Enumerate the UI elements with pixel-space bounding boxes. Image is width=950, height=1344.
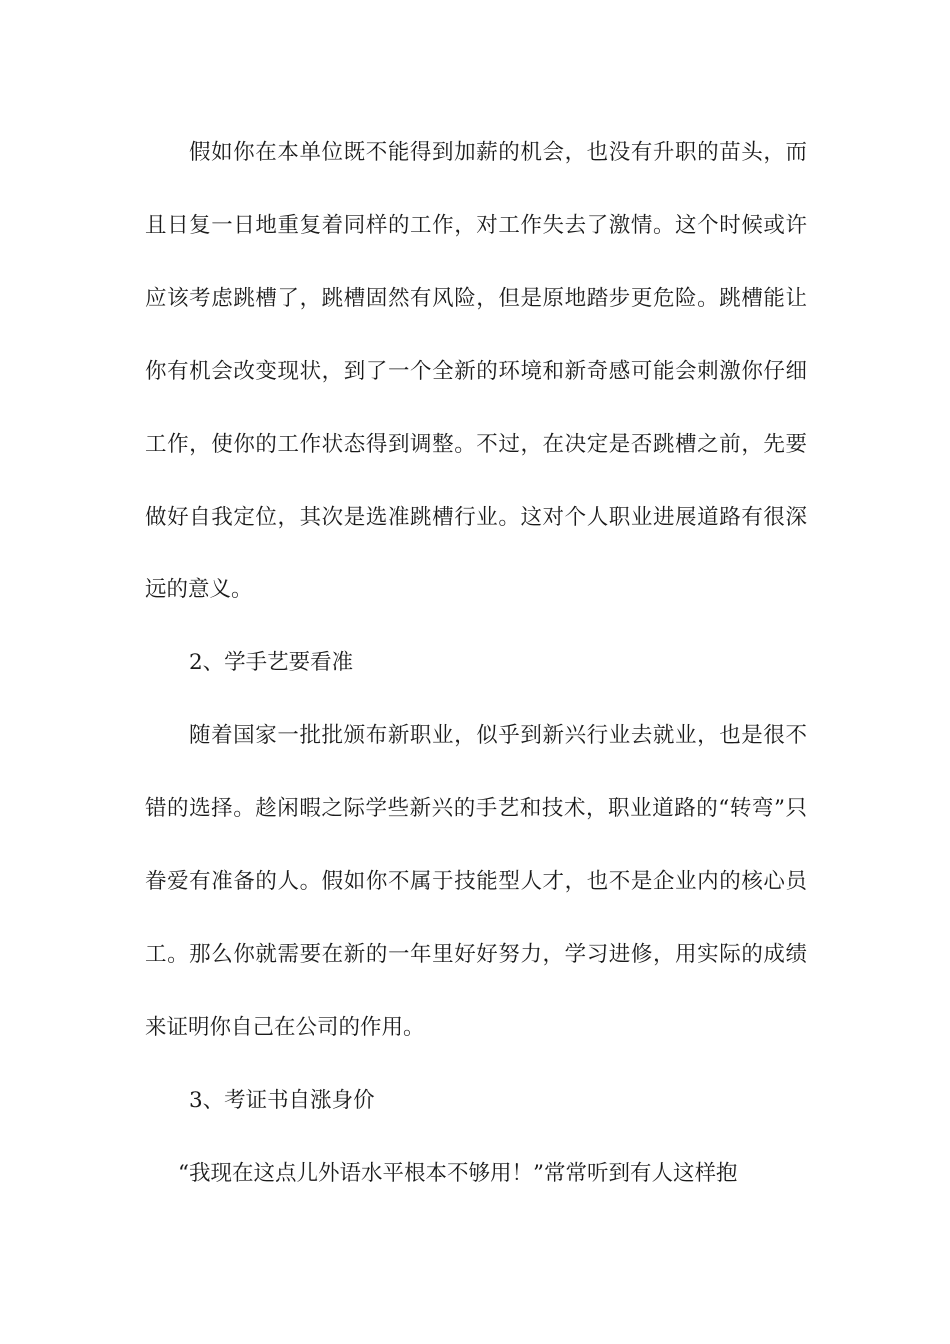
- section-heading-learn-skills: 2、学手艺要看准: [189, 650, 354, 676]
- paragraph-foreign-language: “我现在这点儿外语水平根本不够用！”常常听到有人这样抱: [178, 1160, 738, 1186]
- paragraph-job-hopping: 假如你在本单位既不能得到加薪的机会，也没有升职的苗头，而且日复一日地重复着同样的工作，对工作失去了激情。这个时候或许应该考虑跳槽了，跳槽固然有风险，但是原地踏步更危险。跳槽能让你有机会改变现状，到了一个全新的环境和新奇感可能会刺激你仔细工作，使你的工作状态得到调整。不过，在决定是否跳槽之前，先要做好自我定位，其次是选准跳槽行业。这对个人职业进展道路有很深远的意义。: [145, 140, 807, 603]
- section-heading-certificates: 3、考证书自涨身价: [189, 1087, 375, 1113]
- paragraph-new-professions: 随着国家一批批颁布新职业，似乎到新兴行业去就业，也是很不错的选择。趁闲暇之际学些新兴的手艺和技术，职业道路的“转弯”只眷爱有准备的人。假如你不属于技能型人才，也不是企业内的核心员工。那么你就需要在新的一年里好好努力，学习进修，用实际的成绩来证明你自己在公司的作用。: [145, 723, 807, 1040]
- document-body: [145, 117, 807, 1211]
